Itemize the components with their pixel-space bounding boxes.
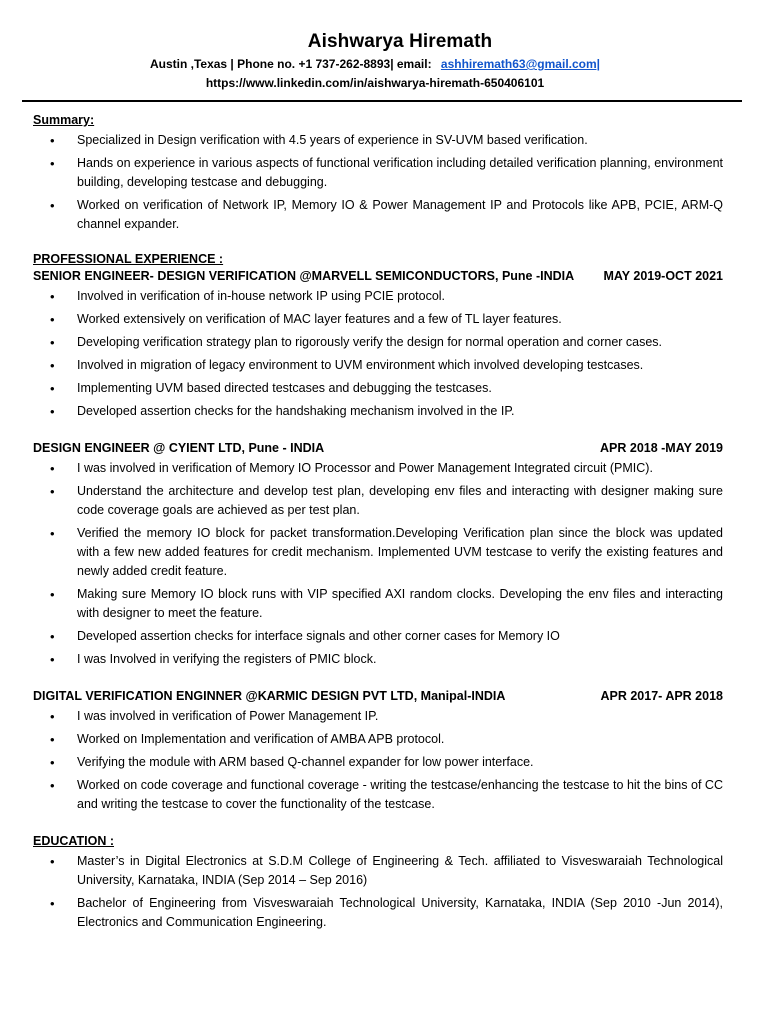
summary-list (33, 131, 723, 234)
experience-title: PROFESSIONAL EXPERIENCE : (33, 252, 224, 266)
list-item: • Understand the architecture and develop test plan, developing env files and interacting with designer making sure code coverage goals are achieved as per test plan. (33, 482, 723, 520)
list-item: • Hands on experience in various aspects of functional verification including detailed verification planning, environment building, developing testcase and debugging. (33, 154, 723, 192)
education-title: EDUCATION : (33, 834, 115, 848)
contact-details: Austin ,Texas | Phone no. +1 737-262-8893| email: (149, 57, 432, 71)
job-header (33, 688, 723, 705)
list-item: • Developed assertion checks for interface signals and other corner cases for Memory IO (33, 627, 723, 646)
resume-content (33, 112, 723, 936)
list-item: • Involved in verification of in-house network IP using PCIE protocol. (33, 287, 723, 306)
list-item: • Bachelor of Engineering from Visveswaraiah Technological University, Karnataka, INDIA (Sep 2010 -Jun 2014), Electronics and Communication Engineering. (33, 894, 723, 932)
list-item: • Verified the memory IO block for packet transformation.Developing Verification plan since the block was updated with a few new added features for credit mechanism. Implemented UVM testcase to verify the existing features and newly added credit feature. (33, 524, 723, 581)
job-dates: MAY 2019-OCT 2021 (603, 269, 723, 283)
summary-title: Summary: (33, 113, 95, 127)
list-item: • I was involved in verification of Memory IO Processor and Power Management Integrated circuit (PMIC). (33, 459, 723, 478)
job-role: SENIOR ENGINEER- DESIGN VERIFICATION @MARVELL SEMICONDUCTORS, Pune -INDIA (33, 269, 575, 283)
job-list (33, 459, 723, 669)
list-item: • Verifying the module with ARM based Q-channel expander for low power interface. (33, 753, 723, 772)
contact-line (0, 57, 750, 71)
list-item: • Worked on code coverage and functional coverage - writing the testcase/enhancing the testcase to hit the bins of CC and writing the testcase to cover the functionality of the testcase. (33, 776, 723, 814)
header-divider (22, 100, 742, 102)
list-item: • Worked on Implementation and verification of AMBA APB protocol. (33, 730, 723, 749)
list-item: • Worked on verification of Network IP, Memory IO & Power Management IP and Protocols like APB, PCIE, ARM-Q channel expander. (33, 196, 723, 234)
linkedin-url[interactable]: https://www.linkedin.com/in/aishwarya-hiremath-650406101 (205, 76, 545, 90)
list-item: • Master’s in Digital Electronics at S.D.M College of Engineering & Tech. affiliated to Visveswaraiah Technological University, Karnataka, INDIA (Sep 2014 – Sep 2016) (33, 852, 723, 890)
job-header (33, 440, 723, 457)
list-item: • Making sure Memory IO block runs with VIP specified AXI random clocks. Developing the env files and interacting with designer to meet the feature. (33, 585, 723, 623)
job-role: DIGITAL VERIFICATION ENGINNER @KARMIC DESIGN PVT LTD, Manipal-INDIA (33, 689, 506, 703)
job-role: DESIGN ENGINEER @ CYIENT LTD, Pune - INDIA (33, 441, 325, 455)
list-item: • Worked extensively on verification of MAC layer features and a few of TL layer features. (33, 310, 723, 329)
job-list (33, 287, 723, 421)
list-item: • Developing verification strategy plan to rigorously verify the design for normal operation and corner cases. (33, 333, 723, 352)
list-item: • Developed assertion checks for the handshaking mechanism involved in the IP. (33, 402, 723, 421)
email-link[interactable]: ashhiremath63@gmail.com| (440, 57, 601, 71)
list-item: • I was Involved in verifying the registers of PMIC block. (33, 650, 723, 669)
list-item: • I was involved in verification of Power Management IP. (33, 707, 723, 726)
job-dates: APR 2017- APR 2018 (600, 689, 723, 703)
job-list (33, 707, 723, 814)
list-item: • Specialized in Design verification with 4.5 years of experience in SV-UVM based verification. (33, 131, 723, 150)
list-item: • Implementing UVM based directed testcases and debugging the testcases. (33, 379, 723, 398)
candidate-name: Aishwarya Hiremath (307, 31, 493, 52)
job-header (33, 268, 723, 285)
education-list (33, 852, 723, 932)
list-item: • Involved in migration of legacy environment to UVM environment which involved developing testcases. (33, 356, 723, 375)
job-dates: APR 2018 -MAY 2019 (600, 441, 723, 455)
